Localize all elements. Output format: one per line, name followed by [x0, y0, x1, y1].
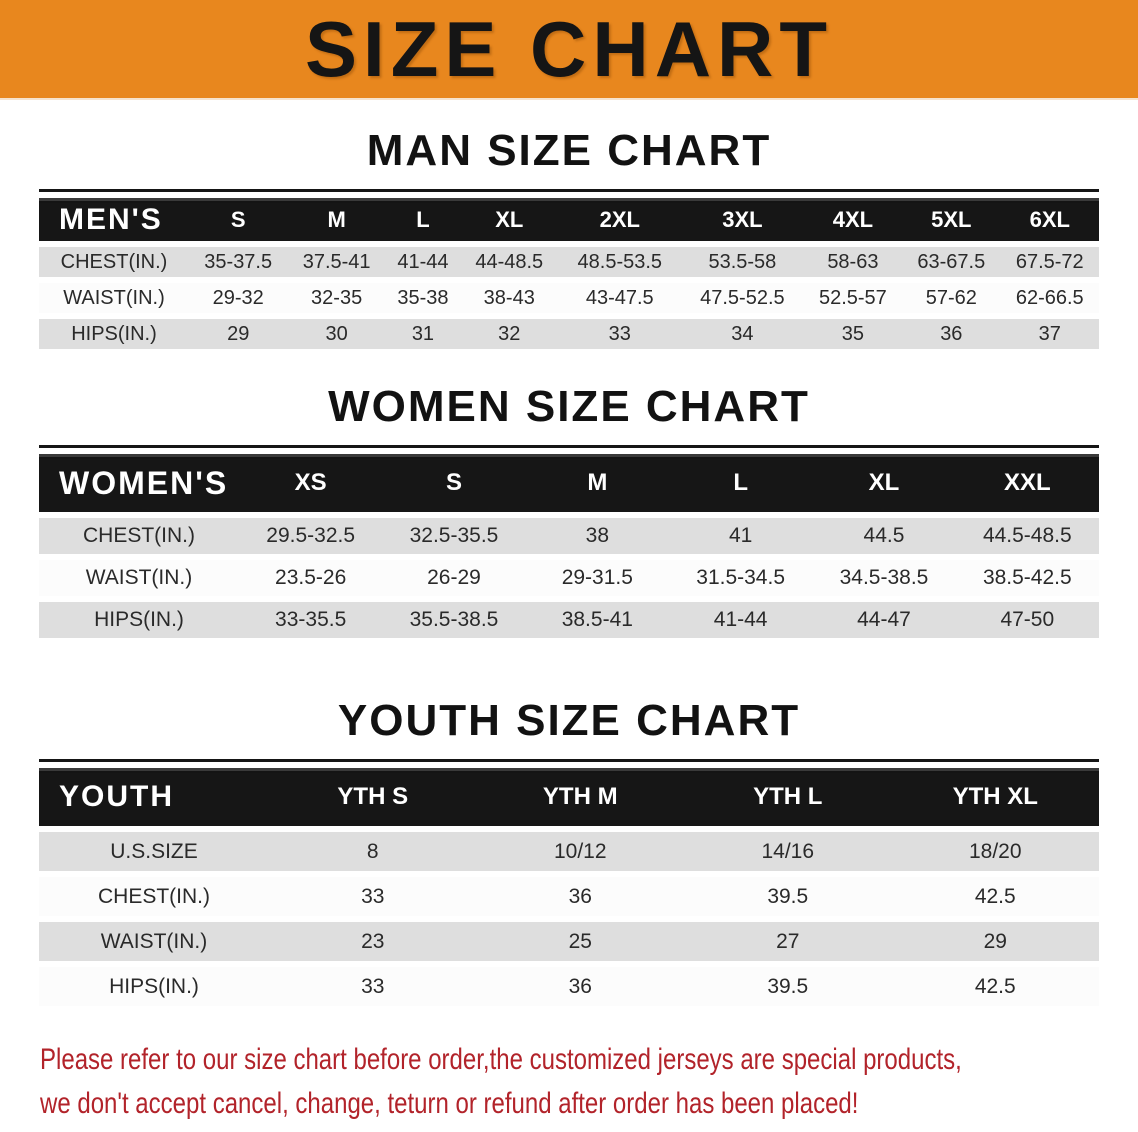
- size-column-header: L: [386, 198, 460, 241]
- size-value-cell: 31: [386, 319, 460, 349]
- disclaimer-line-2: we don't accept cancel, change, teturn or refund after order has been placed!: [40, 1086, 859, 1120]
- size-column-header: L: [669, 454, 812, 512]
- measurement-row: [39, 967, 1099, 1006]
- measurement-row: [39, 602, 1099, 638]
- size-value-cell: 44-48.5: [460, 247, 558, 277]
- measurement-row: [39, 922, 1099, 961]
- size-value-cell: 26-29: [382, 560, 525, 596]
- size-value-cell: 38-43: [460, 283, 558, 313]
- size-value-cell: 37: [1001, 319, 1099, 349]
- size-value-cell: 44.5: [812, 518, 955, 554]
- measurement-row: [39, 518, 1099, 554]
- size-column-header: YTH L: [684, 768, 892, 826]
- size-column-header: M: [526, 454, 669, 512]
- men-size-table: [39, 189, 1099, 355]
- size-value-cell: 36: [477, 967, 685, 1006]
- size-value-cell: 37.5-41: [287, 247, 385, 277]
- disclaimer-line-1: Please refer to our size chart before order,the customized jerseys are special products,: [40, 1043, 962, 1076]
- size-value-cell: 23: [269, 922, 477, 961]
- size-value-cell: 38.5-42.5: [956, 560, 1099, 596]
- women-section-heading: WOMEN SIZE CHART: [328, 382, 810, 431]
- measurement-row-label: U.S.SIZE: [39, 832, 269, 871]
- measurement-row-label: HIPS(IN.): [39, 319, 189, 349]
- size-value-cell: 33: [269, 877, 477, 916]
- size-value-cell: 36: [477, 877, 685, 916]
- measurement-row-label: CHEST(IN.): [39, 877, 269, 916]
- size-value-cell: 33: [269, 967, 477, 1006]
- size-value-cell: 42.5: [892, 877, 1100, 916]
- size-column-header: XS: [239, 454, 382, 512]
- size-column-header: 4XL: [804, 198, 902, 241]
- size-column-header: 2XL: [558, 198, 681, 241]
- size-value-cell: 41-44: [386, 247, 460, 277]
- size-value-cell: 53.5-58: [681, 247, 804, 277]
- size-value-cell: 18/20: [892, 832, 1100, 871]
- size-chart-banner: [0, 0, 1138, 100]
- size-column-header: XXL: [956, 454, 1099, 512]
- size-value-cell: 14/16: [684, 832, 892, 871]
- size-column-header: XL: [812, 454, 955, 512]
- size-value-cell: 35-37.5: [189, 247, 287, 277]
- youth-section-heading: YOUTH SIZE CHART: [337, 696, 801, 745]
- size-value-cell: 31.5-34.5: [669, 560, 812, 596]
- size-value-cell: 33: [558, 319, 681, 349]
- measurement-row: [39, 283, 1099, 313]
- size-value-cell: 35: [804, 319, 902, 349]
- size-value-cell: 34.5-38.5: [812, 560, 955, 596]
- size-column-header: YTH XL: [892, 768, 1100, 826]
- measurement-row-label: CHEST(IN.): [39, 247, 189, 277]
- size-value-cell: 63-67.5: [902, 247, 1000, 277]
- size-value-cell: 10/12: [477, 832, 685, 871]
- measurement-row-label: HIPS(IN.): [39, 967, 269, 1006]
- man-section-heading: MAN SIZE CHART: [366, 126, 772, 175]
- size-value-cell: 30: [287, 319, 385, 349]
- size-value-cell: 39.5: [684, 877, 892, 916]
- measurement-row-label: WAIST(IN.): [39, 560, 239, 596]
- size-value-cell: 32-35: [287, 283, 385, 313]
- size-value-cell: 52.5-57: [804, 283, 902, 313]
- size-value-cell: 38.5-41: [526, 602, 669, 638]
- size-column-header: 6XL: [1001, 198, 1099, 241]
- size-value-cell: 57-62: [902, 283, 1000, 313]
- size-value-cell: 8: [269, 832, 477, 871]
- table-header-row: [39, 768, 1099, 826]
- measurement-row-label: HIPS(IN.): [39, 602, 239, 638]
- women-size-section: [0, 382, 1138, 644]
- measurement-row: [39, 832, 1099, 871]
- size-value-cell: 27: [684, 922, 892, 961]
- size-column-header: 5XL: [902, 198, 1000, 241]
- size-column-header: S: [382, 454, 525, 512]
- disclaimer-note: [40, 1038, 1138, 1125]
- table-corner-label: YOUTH: [39, 768, 269, 826]
- size-value-cell: 44.5-48.5: [956, 518, 1099, 554]
- size-value-cell: 67.5-72: [1001, 247, 1099, 277]
- measurement-row: [39, 877, 1099, 916]
- size-value-cell: 32: [460, 319, 558, 349]
- size-value-cell: 29: [892, 922, 1100, 961]
- table-corner-label: MEN'S: [39, 198, 189, 241]
- measurement-row-label: CHEST(IN.): [39, 518, 239, 554]
- measurement-row: [39, 560, 1099, 596]
- measurement-row-label: WAIST(IN.): [39, 283, 189, 313]
- youth-size-section: [0, 696, 1138, 1012]
- women-size-table: [39, 445, 1099, 644]
- table-header-row: [39, 454, 1099, 512]
- size-value-cell: 29-32: [189, 283, 287, 313]
- size-value-cell: 35-38: [386, 283, 460, 313]
- youth-size-table: [39, 759, 1099, 1012]
- size-value-cell: 33-35.5: [239, 602, 382, 638]
- banner-title: SIZE CHART: [305, 5, 833, 93]
- size-value-cell: 38: [526, 518, 669, 554]
- size-value-cell: 58-63: [804, 247, 902, 277]
- size-value-cell: 32.5-35.5: [382, 518, 525, 554]
- size-column-header: S: [189, 198, 287, 241]
- size-value-cell: 41-44: [669, 602, 812, 638]
- man-size-section: [0, 126, 1138, 355]
- measurement-row: [39, 247, 1099, 277]
- size-column-header: M: [287, 198, 385, 241]
- size-value-cell: 39.5: [684, 967, 892, 1006]
- size-value-cell: 41: [669, 518, 812, 554]
- table-header-row: [39, 198, 1099, 241]
- size-value-cell: 47-50: [956, 602, 1099, 638]
- size-value-cell: 62-66.5: [1001, 283, 1099, 313]
- size-value-cell: 29-31.5: [526, 560, 669, 596]
- size-value-cell: 29: [189, 319, 287, 349]
- size-value-cell: 43-47.5: [558, 283, 681, 313]
- size-value-cell: 23.5-26: [239, 560, 382, 596]
- size-value-cell: 36: [902, 319, 1000, 349]
- size-value-cell: 44-47: [812, 602, 955, 638]
- size-value-cell: 48.5-53.5: [558, 247, 681, 277]
- size-value-cell: 29.5-32.5: [239, 518, 382, 554]
- size-value-cell: 47.5-52.5: [681, 283, 804, 313]
- size-column-header: YTH S: [269, 768, 477, 826]
- measurement-row: [39, 319, 1099, 349]
- size-value-cell: 35.5-38.5: [382, 602, 525, 638]
- size-column-header: 3XL: [681, 198, 804, 241]
- size-column-header: YTH M: [477, 768, 685, 826]
- size-column-header: XL: [460, 198, 558, 241]
- table-corner-label: WOMEN'S: [39, 454, 239, 512]
- size-value-cell: 25: [477, 922, 685, 961]
- measurement-row-label: WAIST(IN.): [39, 922, 269, 961]
- size-value-cell: 42.5: [892, 967, 1100, 1006]
- size-value-cell: 34: [681, 319, 804, 349]
